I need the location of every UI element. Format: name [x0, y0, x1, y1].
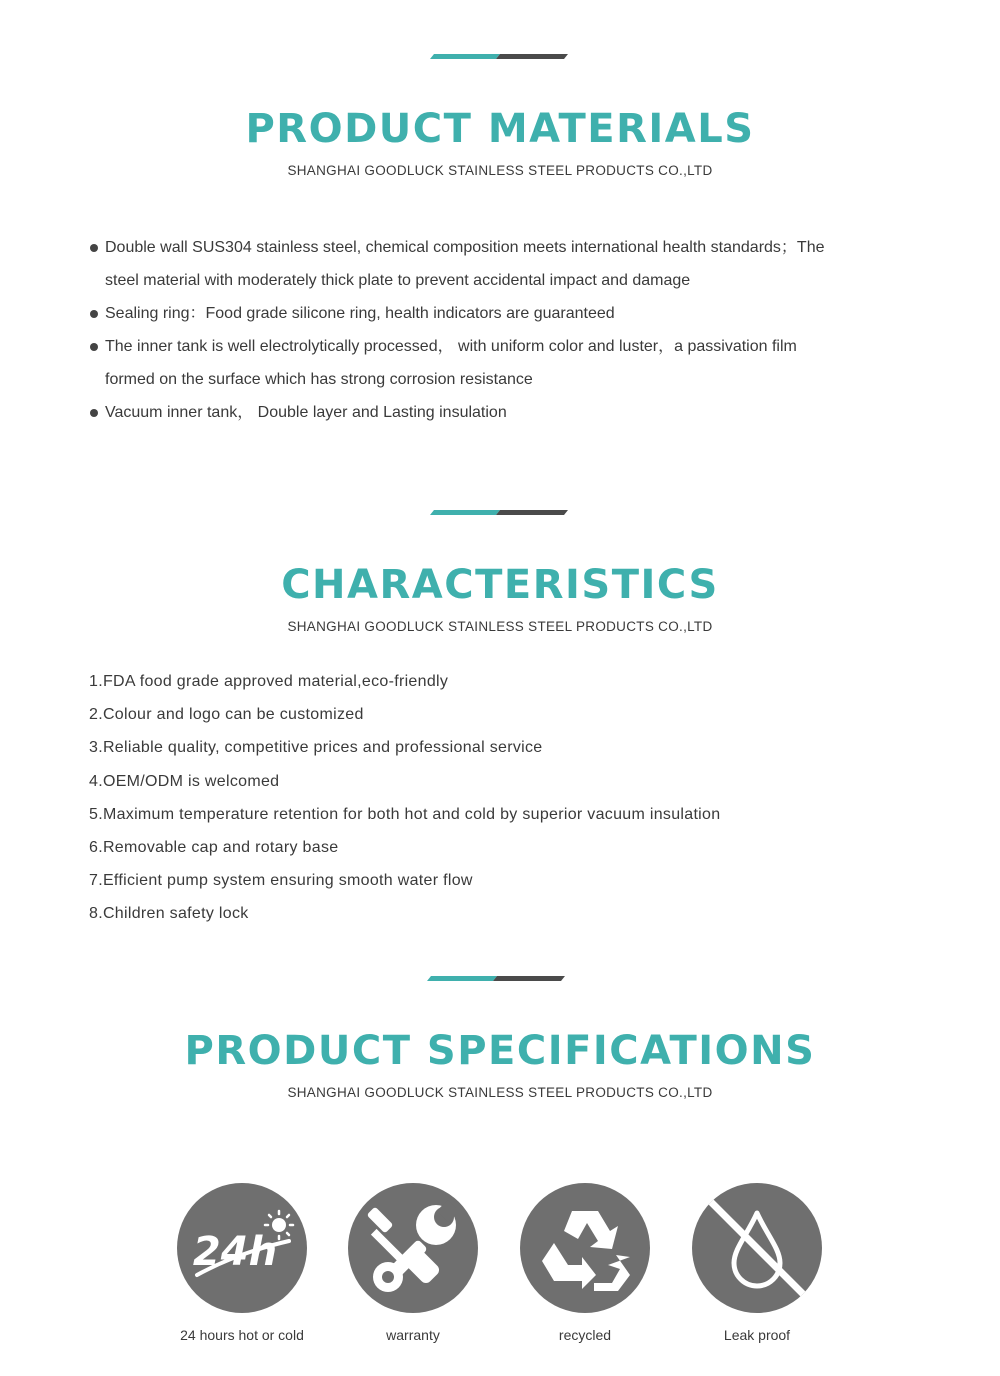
feature-icon-circle [692, 1183, 822, 1313]
feature-label: Leak proof [723, 1327, 791, 1343]
feature-icon-circle [520, 1183, 650, 1313]
feature-label: warranty [386, 1327, 440, 1343]
characteristics-title: CHARACTERISTICS [281, 562, 719, 608]
list-item: The inner tank is well electrolytically processed， with uniform color and luster，a passivation film formed on the surface which has strong corrosion resistance [89, 330, 919, 396]
list-item: Sealing ring：Food grade silicone ring, health indicators are guaranteed [89, 297, 919, 330]
materials-subtitle: SHANGHAI GOODLUCK STAINLESS STEEL PRODUCTS CO.,LTD [287, 163, 713, 178]
feature-label: recycled [558, 1327, 612, 1343]
characteristics-list [89, 665, 919, 931]
list-item: 5.Maximum temperature retention for both hot and cold by superior vacuum insulation [89, 805, 721, 823]
feature-recycled [485, 1183, 685, 1343]
recycle-icon [520, 1183, 650, 1313]
materials-list [89, 231, 919, 429]
feature-label: 24 hours hot or cold [180, 1327, 304, 1343]
section-divider [430, 54, 570, 59]
feature-icon-circle [348, 1183, 478, 1313]
section-divider [427, 976, 567, 981]
feature-icon-circle [177, 1183, 307, 1313]
list-item: 4.OEM/ODM is welcomed [89, 772, 280, 790]
bullet-icon [90, 409, 98, 417]
section-divider [430, 510, 570, 515]
bullet-icon [90, 310, 98, 318]
feature-warranty [313, 1183, 513, 1343]
svg-text:24h: 24h [192, 1229, 278, 1275]
feature-24h [142, 1183, 342, 1343]
bullet-icon [90, 244, 98, 252]
24h-sun-icon [177, 1183, 307, 1313]
no-drop-icon [692, 1183, 822, 1313]
list-item: 6.Removable cap and rotary base [89, 839, 339, 857]
list-item: Double wall SUS304 stainless steel, chemical composition meets international health standards；The steel material with moderately thick plate to prevent accidental impact and damage [89, 231, 919, 297]
list-item: 7.Efficient pump system ensuring smooth water flow [89, 872, 473, 890]
specifications-subtitle: SHANGHAI GOODLUCK STAINLESS STEEL PRODUCTS CO.,LTD [287, 1085, 713, 1100]
materials-title: PRODUCT MATERIALS [245, 106, 755, 152]
bullet-icon [90, 343, 98, 351]
tools-icon [348, 1183, 478, 1313]
list-item: 1.FDA food grade approved material,eco-friendly [89, 673, 449, 690]
list-item: 3.Reliable quality, competitive prices and professional service [89, 739, 543, 757]
specifications-title: PRODUCT SPECIFICATIONS [184, 1028, 816, 1074]
characteristics-subtitle: SHANGHAI GOODLUCK STAINLESS STEEL PRODUCTS CO.,LTD [287, 619, 713, 634]
list-item: Vacuum inner tank， Double layer and Lasting insulation [89, 396, 919, 429]
list-item: 8.Children safety lock [89, 905, 249, 923]
feature-leak-proof [657, 1183, 857, 1343]
list-item: 2.Colour and logo can be customized [89, 706, 364, 724]
